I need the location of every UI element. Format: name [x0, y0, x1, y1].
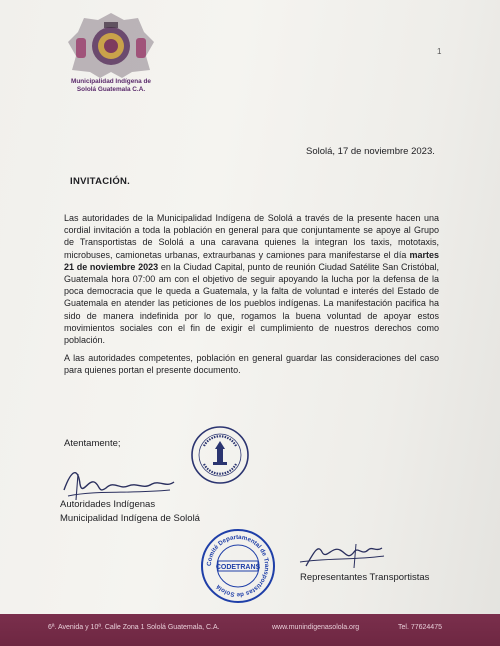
footer-website[interactable]: www.munindigenasolola.org: [272, 624, 360, 631]
codetrans-seal: [200, 528, 276, 604]
municipality-name-line1: Municipalidad Indígena de: [71, 78, 151, 85]
footer-address: 6ª. Avenida y 10ª. Calle Zona 1 Sololá Guatemala, C.A.: [48, 624, 220, 631]
body-text-segment: Las autoridades de la Municipalidad Indígena de Sololá a través de la presente hacen una cordial invitación a toda la población en general para que conjuntamente se apoye al Grupo de Transportistas de Sololá a una caravana quienes la integran los taxis, mototaxis, microbuses, camionetas urbanas, extraurbanas y camiones para manifestarse el día: [64, 213, 439, 260]
footer-phone: Tel. 77624475: [398, 624, 442, 631]
codetrans-label: CODETRANS: [215, 564, 261, 571]
transport-representatives-label: Representantes Transportistas: [300, 572, 430, 583]
municipal-seal: [190, 424, 250, 486]
municipality-name: [56, 78, 166, 94]
body-paragraph-2: A las autoridades competentes, población en general guardar las consideraciones del caso para quienes portan el presente documento.: [64, 353, 439, 376]
municipality-logo: [66, 10, 156, 80]
footer-bar: [0, 614, 500, 646]
letter-date: Sololá, 17 de noviembre 2023.: [306, 146, 435, 157]
letter-body: [64, 212, 439, 383]
event-date-bold: martes 21 de noviembre 2023: [64, 249, 439, 272]
body-paragraph-1: [64, 212, 439, 346]
letter-heading: INVITACIÓN.: [70, 176, 131, 187]
transport-signature: [296, 538, 386, 572]
closing-salutation: Atentamente;: [64, 438, 121, 449]
authority-title: [60, 498, 200, 526]
authority-title-line1: Autoridades Indígenas: [60, 499, 156, 510]
municipality-name-line2: Sololá Guatemala C.A.: [76, 86, 146, 93]
page-number: 1: [437, 47, 442, 56]
codetrans-ring-text: Comité Departamental de Transportistas de Sololá: [205, 533, 271, 599]
body-text-segment: en la Ciudad Capital, punto de reunión Ciudad Satélite San Cristóbal, Guatemala hora 07:00 am con el objetivo de seguir apoyando la lucha por la defensa de la poca democracia que le queda a Guatemala, y la falta de voluntad e interés del Estado de Guatemala en atender las peticiones de los pueblos indígenas. La manifestación pacifica ha sido de manera indefinida por lo que, rogamos la buena voluntad de apoyar estos movimientos sociales con el fin de exigir el cumplimiento de nuestros derechos como población.: [64, 261, 439, 346]
authority-title-line2: Municipalidad Indígena de Sololá: [60, 513, 200, 524]
